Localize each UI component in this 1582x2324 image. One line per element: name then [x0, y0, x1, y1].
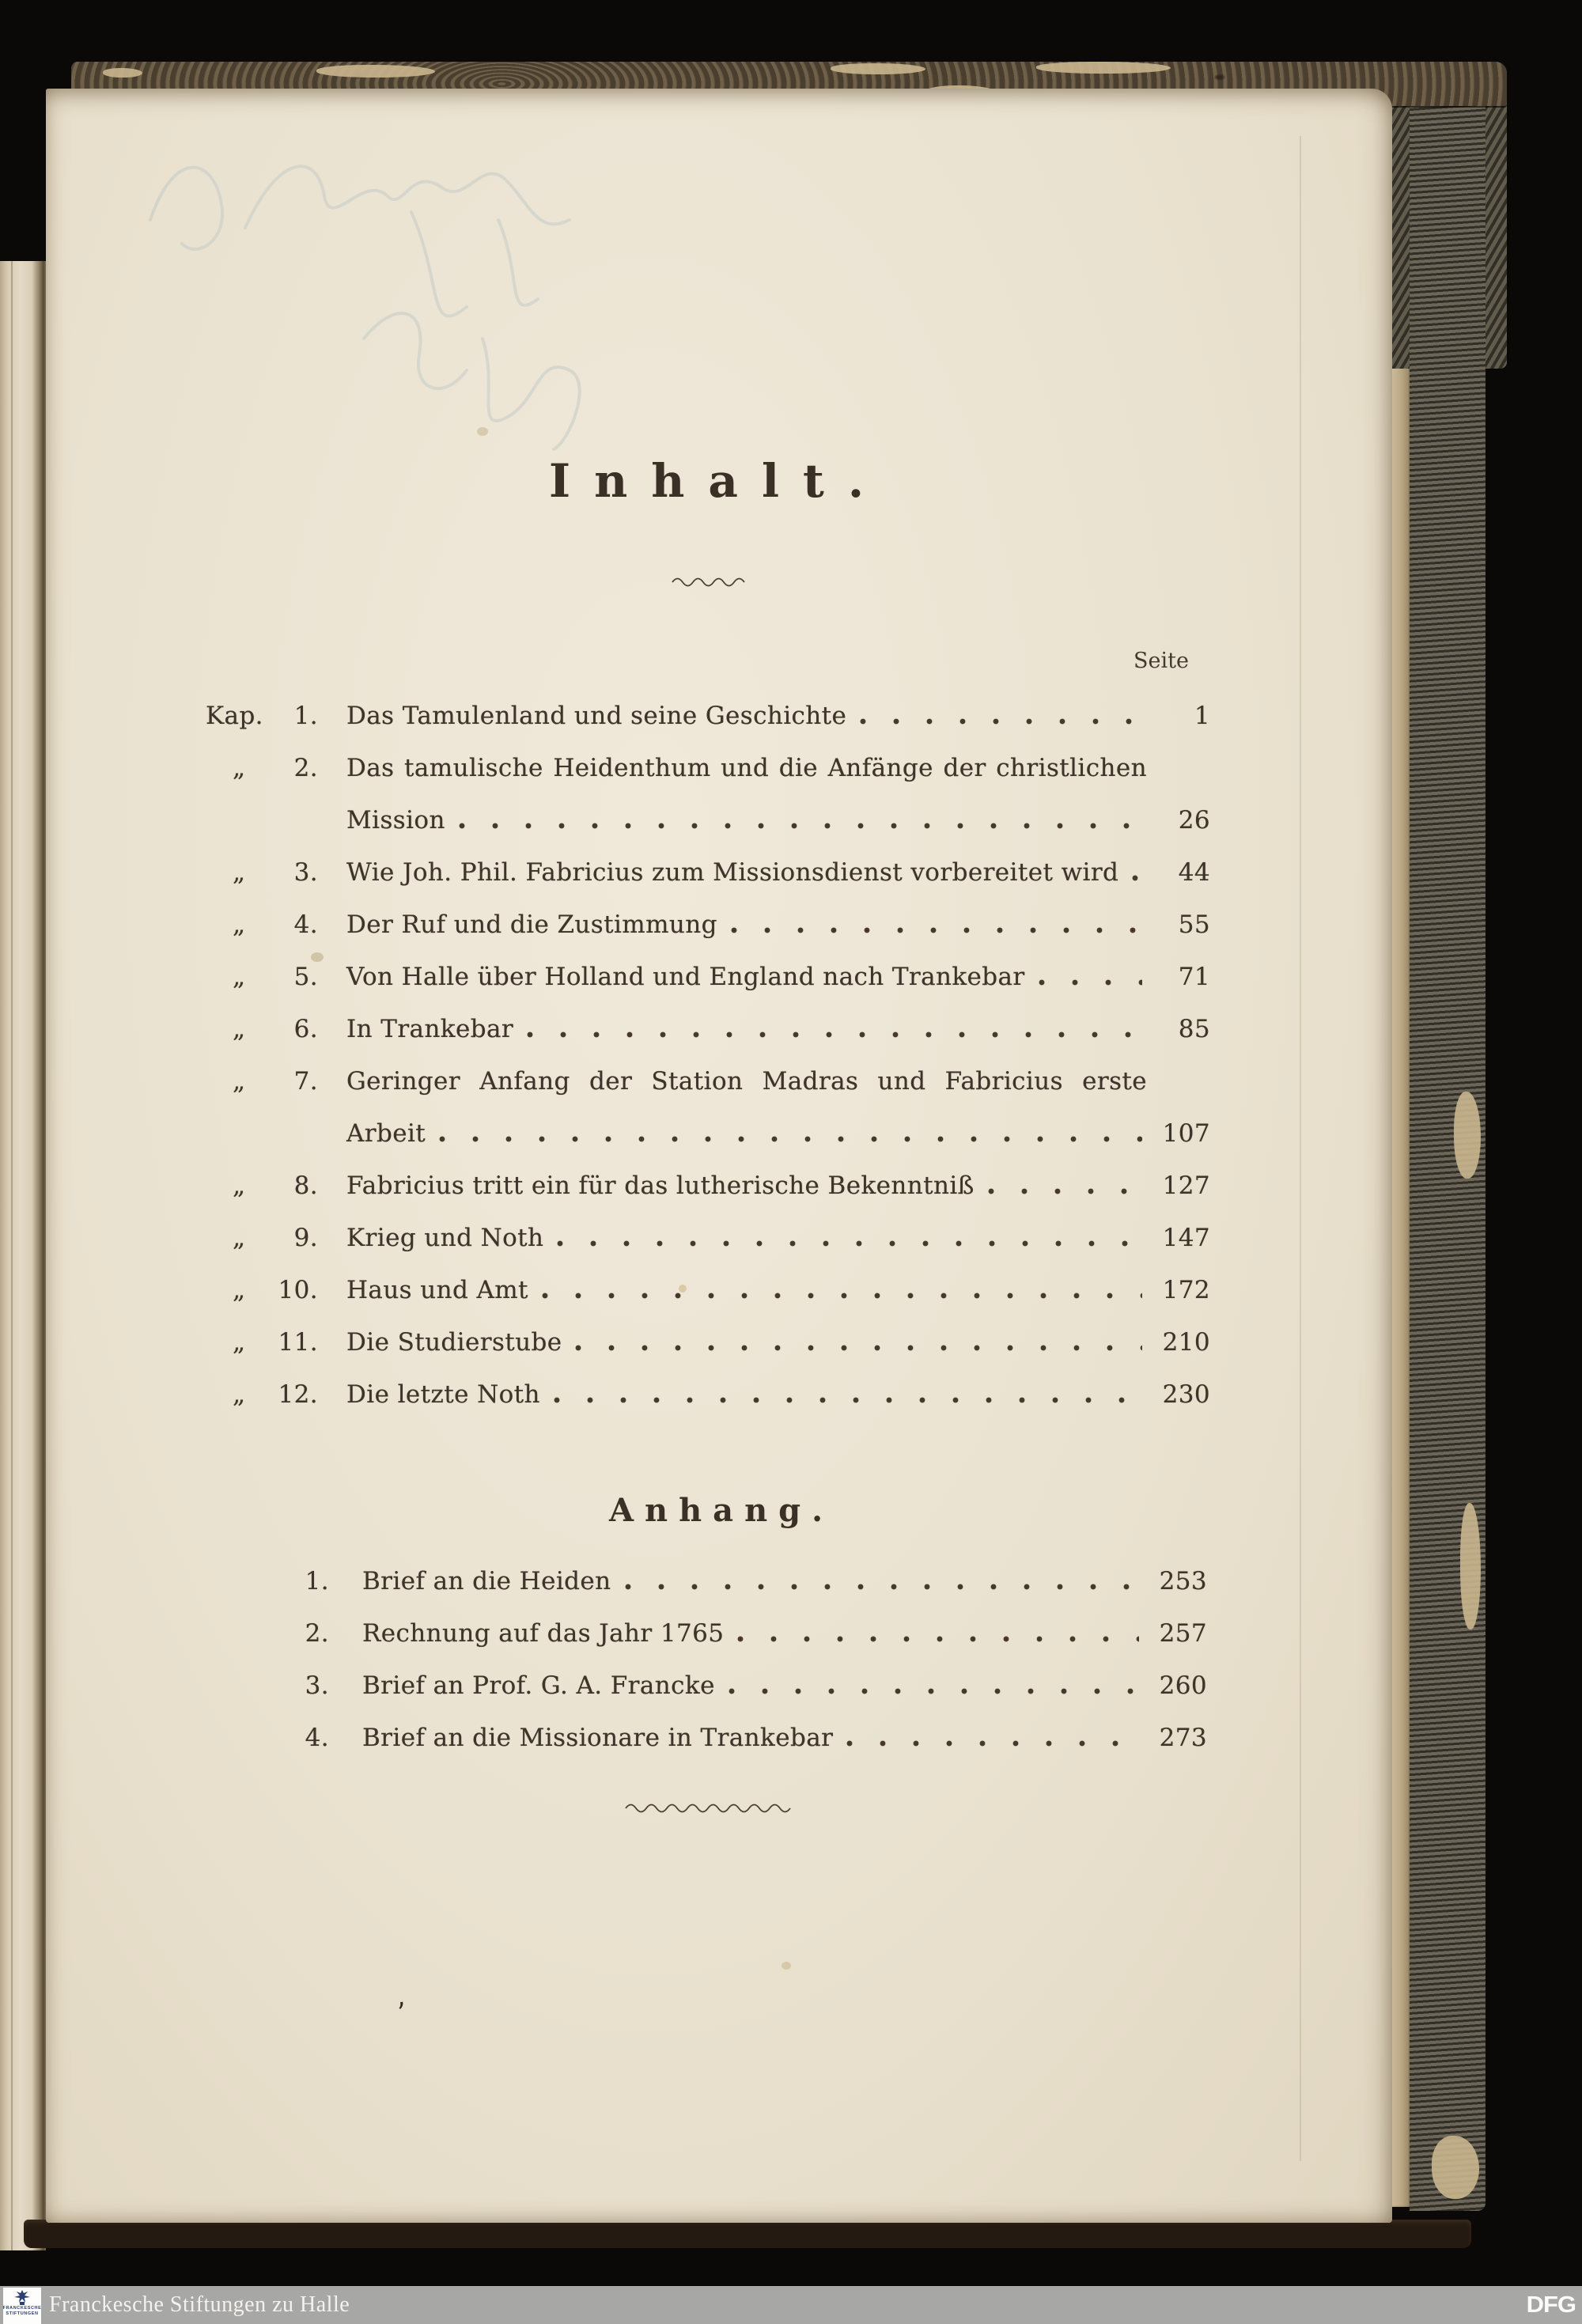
- anhang-line: [283, 1712, 1207, 1764]
- toc-line: [204, 1055, 1210, 1107]
- toc-line-title-cell: [323, 1015, 1147, 1043]
- anhang-line-title-cell: [334, 1671, 1144, 1700]
- anhang-list: [283, 1555, 1207, 1764]
- paper-stain: [477, 427, 488, 436]
- toc-line-marker: „: [233, 1015, 246, 1043]
- cover-wear-chip: [831, 63, 925, 74]
- anhang-line-title-cell: [334, 1619, 1144, 1648]
- toc-line: [204, 1107, 1210, 1160]
- toc-line-title: Wie Joh. Phil. Fabricius zum Missionsdienst vorbereitet wird: [346, 858, 1119, 887]
- franckesche-eagle-icon: [13, 2290, 32, 2306]
- ink-fleck: ‚: [392, 1980, 407, 2013]
- toc-line-title-cell: [323, 1328, 1147, 1357]
- dot-leader: [1038, 978, 1142, 987]
- toc-line-marker: „: [233, 1380, 246, 1409]
- toc-line-number: 3.: [293, 858, 318, 887]
- toc-line-page: 127: [1162, 1171, 1210, 1200]
- toc-line-page: 26: [1178, 806, 1210, 835]
- toc-line-title-cell: [323, 910, 1147, 939]
- toc-line-number: 2.: [293, 754, 318, 782]
- toc-line-title-cell: [323, 1224, 1147, 1252]
- dfg-logo: DFG: [1526, 2292, 1576, 2318]
- toc-line-title-cell: [323, 1119, 1147, 1148]
- anhang-line: [283, 1660, 1207, 1712]
- toc-line-marker: „: [233, 1067, 246, 1096]
- toc-line-number: 6.: [293, 1015, 318, 1043]
- dot-leader: [526, 1030, 1142, 1039]
- toc-line-title-cell: [323, 754, 1147, 782]
- dot-leader: [987, 1187, 1142, 1196]
- toc-line-title-cell: [323, 1380, 1147, 1409]
- cover-wear-chip: [316, 65, 435, 78]
- toc-line-number: 8.: [293, 1171, 318, 1200]
- toc-line-title: Haus und Amt: [346, 1276, 528, 1304]
- dot-leader: [574, 1343, 1142, 1353]
- dot-leader: [553, 1395, 1142, 1405]
- dot-leader: [736, 1634, 1139, 1644]
- toc-line-page: 1: [1194, 702, 1210, 730]
- toc-list: [204, 690, 1210, 1421]
- toc-line-number: 5.: [293, 963, 318, 991]
- toc-line: [204, 846, 1210, 899]
- toc-line-marker: „: [233, 1328, 246, 1357]
- toc-line-page: 55: [1178, 910, 1210, 939]
- anhang-line-title-cell: [334, 1724, 1144, 1752]
- squiggle-divider-top: [671, 576, 753, 587]
- anhang-line: [283, 1607, 1207, 1660]
- toc-line-page: 44: [1178, 858, 1210, 887]
- toc-line-page: 107: [1162, 1119, 1210, 1148]
- toc-line-number: 4.: [293, 910, 318, 939]
- dot-leader: [846, 1739, 1139, 1748]
- anhang-line: [283, 1555, 1207, 1607]
- cover-bottom-edge: [24, 2220, 1471, 2248]
- paper-stain: [782, 1962, 791, 1970]
- dot-leader: [556, 1239, 1142, 1248]
- page-title: Inhalt.: [548, 454, 888, 508]
- cover-wear-chip: [103, 68, 142, 78]
- toc-line-title: Das Tamulenland und seine Geschichte: [346, 702, 847, 730]
- toc-line-title: Geringer Anfang der Station Madras und Fabricius erste: [346, 1067, 1147, 1096]
- cover-wear-chip: [1432, 2136, 1479, 2199]
- toc-line-number: 1.: [293, 702, 318, 730]
- toc-line-title: Fabricius tritt ein für das lutherische Bekenntniß: [346, 1171, 975, 1200]
- logo-text-line1: FRANCKESCHE: [2, 2306, 42, 2311]
- faint-handwriting-ghost: [127, 101, 617, 473]
- toc-line-marker: „: [233, 858, 246, 887]
- toc-line-title: Mission: [346, 806, 445, 835]
- dot-leader: [730, 925, 1142, 935]
- anhang-line-number: 4.: [305, 1724, 329, 1752]
- toc-line-title: Der Ruf und die Zustimmung: [346, 910, 717, 939]
- toc-line-title: Die letzte Noth: [346, 1380, 540, 1409]
- dot-leader: [1131, 873, 1142, 883]
- toc-line-marker: „: [233, 1171, 246, 1200]
- logo-text-line2: STIFTUNGEN: [6, 2311, 39, 2316]
- toc-line-title-cell: [323, 963, 1147, 991]
- squiggle-divider-bottom: [624, 1802, 793, 1813]
- toc-line-marker: „: [233, 910, 246, 939]
- toc-line: [204, 1368, 1210, 1421]
- book-gutter-edge: [0, 261, 46, 2250]
- toc-line-page: 71: [1178, 963, 1210, 991]
- toc-line: [204, 951, 1210, 1003]
- anhang-line-title: Brief an Prof. G. A. Francke: [362, 1671, 715, 1700]
- dot-leader: [624, 1582, 1140, 1592]
- dot-leader: [728, 1686, 1139, 1696]
- paper-stain: [311, 952, 324, 962]
- toc-line-title-cell: [323, 702, 1147, 730]
- paper-stain: [679, 1285, 687, 1293]
- anhang-line-title: Rechnung auf das Jahr 1765: [362, 1619, 725, 1648]
- anhang-title: Anhang.: [608, 1492, 835, 1529]
- toc-line-title: Die Studierstube: [346, 1328, 562, 1357]
- page-crease: [1300, 136, 1301, 2161]
- toc-line-page: 210: [1162, 1328, 1210, 1357]
- footer-bar: [0, 2286, 1582, 2324]
- toc-line-title: Arbeit: [346, 1119, 426, 1148]
- toc-line-title-cell: [323, 1276, 1147, 1304]
- toc-line-number: 7.: [293, 1067, 318, 1096]
- cover-wear-chip: [1036, 62, 1171, 74]
- anhang-line-number: 3.: [305, 1671, 329, 1700]
- toc-line-marker: „: [233, 1224, 246, 1252]
- toc-line: [204, 1003, 1210, 1055]
- toc-line-title: Von Halle über Holland und England nach Trankebar: [346, 963, 1025, 991]
- toc-line-number: 9.: [293, 1224, 318, 1252]
- toc-line: [204, 1212, 1210, 1264]
- toc-line-title-cell: [323, 1171, 1147, 1200]
- anhang-line-title-cell: [334, 1567, 1144, 1595]
- anhang-line-number: 1.: [305, 1567, 329, 1595]
- toc-line: [204, 899, 1210, 951]
- anhang-line-page: 257: [1159, 1619, 1207, 1648]
- anhang-line-page: 253: [1159, 1567, 1207, 1595]
- anhang-line-page: 260: [1159, 1671, 1207, 1700]
- toc-line-title: Krieg und Noth: [346, 1224, 544, 1252]
- toc-line: [204, 794, 1210, 846]
- toc-line-marker: Kap.: [206, 702, 263, 730]
- toc-line-marker: „: [233, 754, 246, 782]
- toc-line-page: 172: [1162, 1276, 1210, 1304]
- anhang-line-page: 273: [1159, 1724, 1207, 1752]
- toc-line: [204, 1160, 1210, 1212]
- dot-leader: [859, 717, 1142, 726]
- book-page: [46, 89, 1392, 2223]
- toc-line-title-cell: [323, 806, 1147, 835]
- dot-leader: [541, 1291, 1142, 1300]
- toc-line-page: 147: [1162, 1224, 1210, 1252]
- dot-leader: [458, 821, 1142, 831]
- toc-line-number: 11.: [278, 1328, 318, 1357]
- anhang-line-title: Brief an die Heiden: [362, 1567, 611, 1595]
- toc-line-number: 12.: [278, 1380, 318, 1409]
- toc-line-title: In Trankebar: [346, 1015, 514, 1043]
- toc-line-marker: „: [233, 963, 246, 991]
- toc-line-page: 230: [1162, 1380, 1210, 1409]
- library-name-label: Franckesche Stiftungen zu Halle: [49, 2292, 350, 2317]
- toc-line: [204, 1316, 1210, 1368]
- toc-line: [204, 742, 1210, 794]
- anhang-line-title: Brief an die Missionare in Trankebar: [362, 1724, 834, 1752]
- toc-line-page: 85: [1178, 1015, 1210, 1043]
- toc-line-title-cell: [323, 858, 1147, 887]
- dot-leader: [438, 1134, 1142, 1144]
- toc-line: [204, 1264, 1210, 1316]
- page-column-header: Seite: [1134, 649, 1189, 673]
- toc-line-title: Das tamulische Heidenthum und die Anfänge der christlichen: [346, 754, 1147, 782]
- toc-line-number: 10.: [278, 1276, 318, 1304]
- toc-line: [204, 690, 1210, 742]
- cover-wear-chip: [1454, 1092, 1481, 1179]
- anhang-line-number: 2.: [305, 1619, 329, 1648]
- toc-line-title-cell: [323, 1067, 1147, 1096]
- franckesche-stiftungen-logo: [3, 2288, 41, 2324]
- toc-line-marker: „: [233, 1276, 246, 1304]
